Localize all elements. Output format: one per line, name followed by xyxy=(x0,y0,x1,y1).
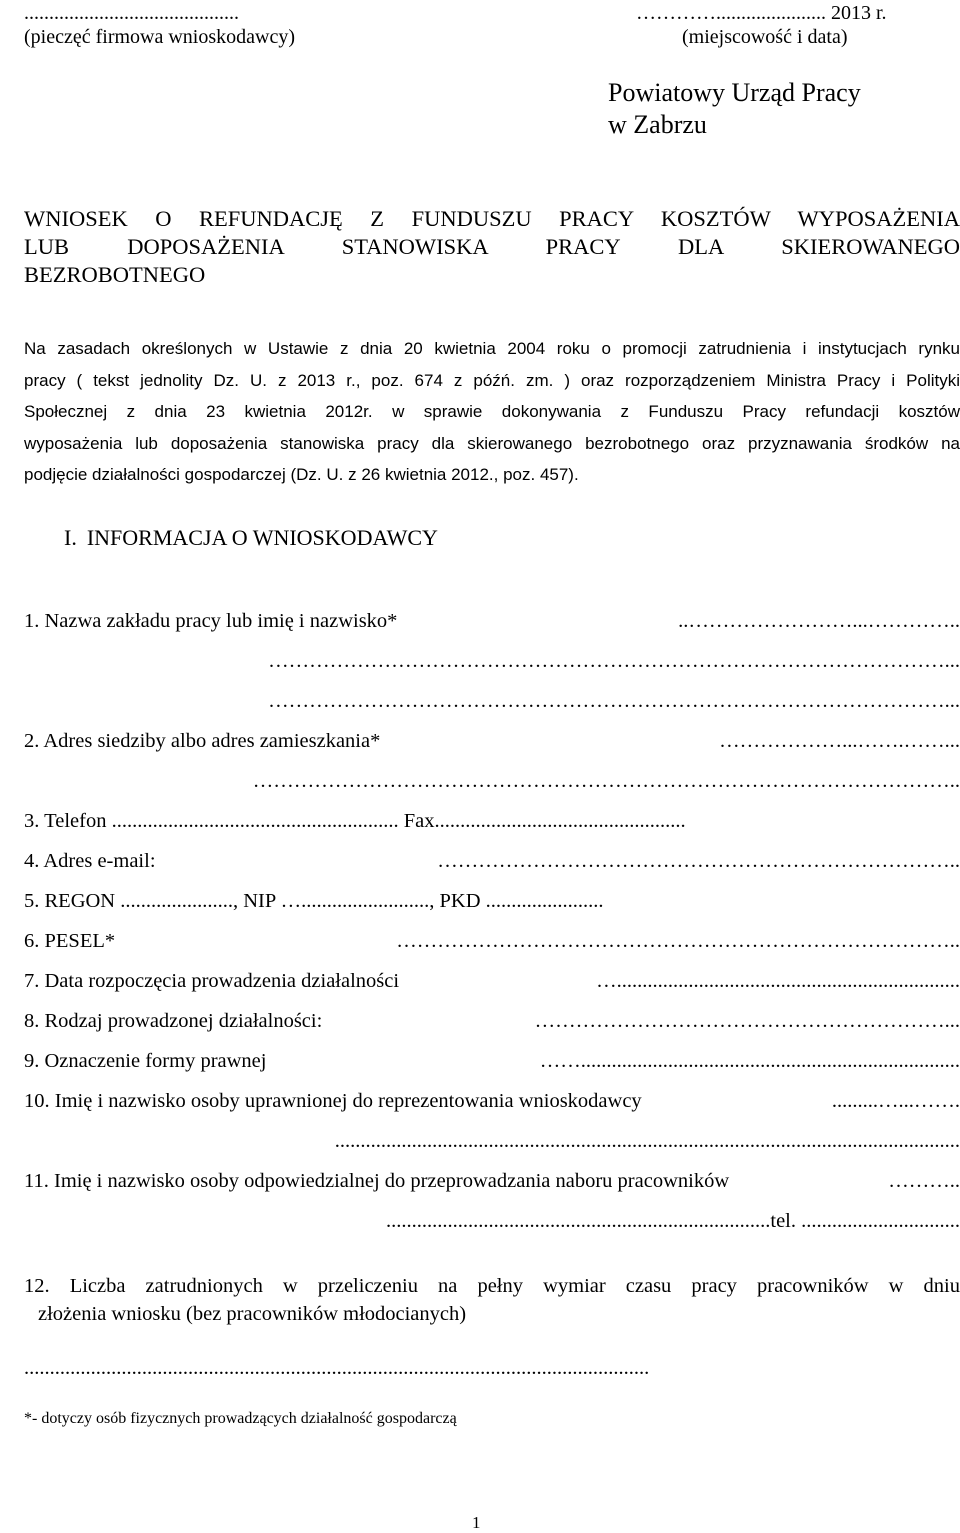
form-field-row xyxy=(24,648,960,674)
section-number: I. xyxy=(64,525,77,550)
form-field-row xyxy=(24,688,960,714)
title-line-3: BEZROBOTNEGO xyxy=(24,262,206,287)
form-field-row xyxy=(24,728,960,754)
form-field-row xyxy=(24,888,960,914)
field-label: 6. PESEL* xyxy=(24,930,116,952)
field-input-dots[interactable]: ………………...…….……... xyxy=(719,730,960,752)
page-number: 1 xyxy=(472,1513,481,1532)
section-title: INFORMACJA O WNIOSKODAWCY xyxy=(86,525,438,550)
office-name-line1: Powiatowy Urząd Pracy xyxy=(608,78,861,107)
legal-line-1: Na zasadach określonych w Ustawie z dnia 20 kwietnia 2004 roku o promocji zatrudnienia i instytucjach rynku xyxy=(24,339,960,358)
field-label: 11. Imię i nazwisko osoby odpowiedzialnej do przeprowadzania naboru pracowników xyxy=(24,1170,730,1192)
field-input-dots[interactable]: ……….. xyxy=(888,1170,960,1192)
stamp-label: (pieczęć firmowa wnioskodawcy) xyxy=(24,26,295,48)
legal-line-4: wyposażenia lub doposażenia stanowiska pracy dla skierowanego bezrobotnego oraz przyznawania środków na xyxy=(24,433,960,453)
field-input-dots[interactable]: …….......................................................................... xyxy=(539,1050,960,1072)
form-field-row xyxy=(24,1168,960,1194)
field-input-dots[interactable]: ..……………………...………….. xyxy=(678,610,960,632)
field-12-label xyxy=(24,1272,960,1328)
legal-basis-paragraph xyxy=(24,333,960,491)
title-line-2: LUB DOPOSAŻENIA STANOWISKA PRACY DLA SKIEROWANEGO xyxy=(24,234,960,259)
legal-line-2: pracy ( tekst jednolity Dz. U. z 2013 r., poz. 674 z późń. zm. ) oraz rozporządzeniem Ministra Pracy i Polityki xyxy=(24,370,960,390)
field-input-dots[interactable]: …................................................................... xyxy=(596,970,960,992)
field-label: 9. Oznaczenie formy prawnej xyxy=(24,1050,267,1072)
field-input-dots[interactable]: .......................................................................................................................... xyxy=(334,1130,960,1152)
field-label: 2. Adres siedziby albo adres zamieszkania* xyxy=(24,730,381,752)
form-field-row xyxy=(24,768,960,794)
form-field-row xyxy=(24,968,960,994)
field-label: 4. Adres e-mail: xyxy=(24,850,156,872)
stamp-dots: ........................................... xyxy=(24,2,239,24)
field-input-dots[interactable]: ………………………………………………………………………………………….. xyxy=(252,770,960,792)
legal-line-5: podjęcie działalności gospodarczej (Dz. U. z 26 kwietnia 2012., poz. 457). xyxy=(24,465,579,485)
title-line-1: WNIOSEK O REFUNDACJĘ Z FUNDUSZU PRACY KOSZTÓW WYPOSAŻENIA xyxy=(24,206,960,231)
field-label: 3. Telefon ........................................................ Fax................................................. xyxy=(24,810,686,832)
field-input-dots[interactable]: ………………………………………………………………………………………... xyxy=(268,650,960,672)
legal-line-3: Społecznej z dnia 23 kwietnia 2012r. w sprawie dokonywania z Funduszu Pracy refundacji kosztów xyxy=(24,402,960,422)
form-field-row xyxy=(24,808,960,834)
form-field-row xyxy=(24,608,960,634)
field-label: 7. Data rozpoczęcia prowadzenia działalności xyxy=(24,970,400,992)
footnote: *- dotyczy osób fizycznych prowadzących działalność gospodarczą xyxy=(24,1410,457,1427)
form-field-row xyxy=(24,1088,960,1114)
field-label: 1. Nazwa zakładu pracy lub imię i nazwisko* xyxy=(24,610,398,632)
form-field-row xyxy=(24,1128,960,1154)
field-12-input[interactable]: .......................................................................................................................... xyxy=(24,1357,650,1379)
form-field-row xyxy=(24,928,960,954)
field-input-dots[interactable]: ………………………………………………………………….. xyxy=(437,850,960,872)
field-input-dots[interactable]: ……………………………………………………………………….. xyxy=(396,930,960,952)
office-name-line2: w Zabrzu xyxy=(608,110,707,139)
field-label: 8. Rodzaj prowadzonej działalności: xyxy=(24,1010,323,1032)
field-12-line-2: złożenia wniosku (bez pracowników młodocianych) xyxy=(38,1303,467,1325)
place-date-field[interactable]: …………...................... 2013 r. xyxy=(636,2,887,24)
form-field-row xyxy=(24,1008,960,1034)
form-field-row xyxy=(24,1208,960,1234)
form-field-row xyxy=(24,848,960,874)
field-input-dots[interactable]: .........…...……. xyxy=(831,1090,960,1112)
field-12-line-1: 12. Liczba zatrudnionych w przeliczeniu na pełny wymiar czasu pracy pracowników w dniu xyxy=(24,1275,960,1297)
field-input-dots[interactable]: ……………………………………………………... xyxy=(534,1010,960,1032)
place-date-label: (miejscowość i data) xyxy=(682,26,848,48)
field-input-dots[interactable]: ...........................................................................tel. ............................... xyxy=(386,1210,960,1232)
document-title xyxy=(24,205,960,289)
field-label: 5. REGON ......................, NIP …........................., PKD ....................... xyxy=(24,890,604,912)
form-field-row xyxy=(24,1048,960,1074)
field-label: 10. Imię i nazwisko osoby uprawnionej do reprezentowania wnioskodawcy xyxy=(24,1090,642,1112)
field-input-dots[interactable]: ………………………………………………………………………………………... xyxy=(268,690,960,712)
section-heading xyxy=(64,525,438,551)
